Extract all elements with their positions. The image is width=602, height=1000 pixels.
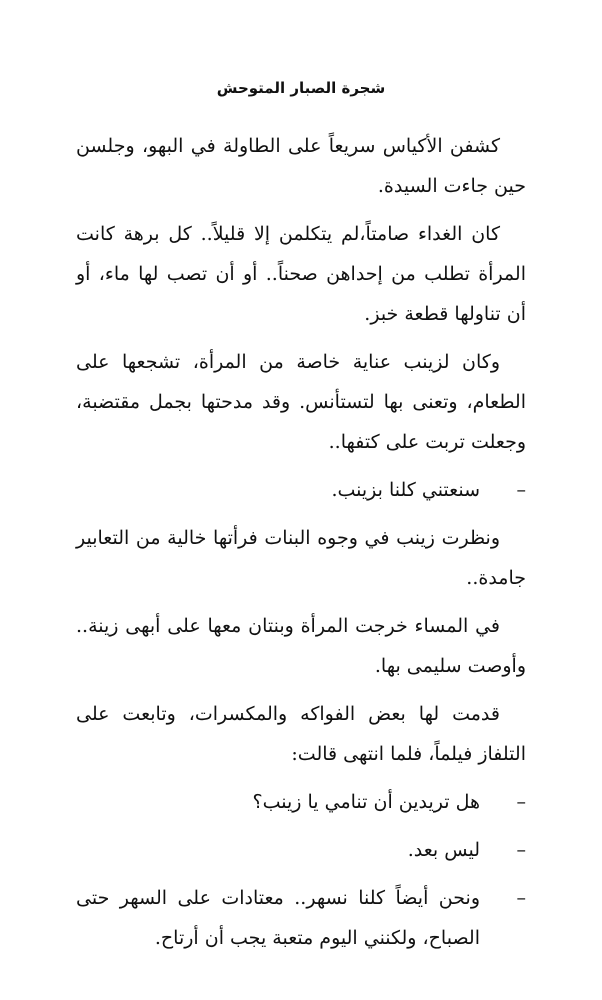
dialogue-line [76, 782, 526, 822]
dialogue-dash: – [516, 479, 526, 501]
dialogue-line [76, 878, 526, 958]
dialogue-line [76, 470, 526, 510]
paragraph: في المساء خرجت المرأة وبنتان معها على أبهى زينة.. وأوصت سليمى بها. [76, 615, 526, 677]
paragraph: كشفن الأكياس سريعاً على الطاولة في البهو، وجلسن حين جاءت السيدة. [76, 135, 526, 197]
running-header [0, 76, 602, 100]
paragraph: ونظرت زينب في وجوه البنات فرأتها خالية من التعابير جامدة.. [76, 527, 526, 589]
dialogue-dash: – [516, 791, 526, 813]
chapter-title: شجرة الصبار المتوحش [216, 79, 386, 97]
dialogue-text: هل تريدين أن تنامي يا زينب؟ [252, 791, 480, 813]
dialogue-dash: – [516, 887, 526, 909]
body-text [76, 126, 526, 966]
dialogue-line [76, 830, 526, 870]
paragraph: وكان لزينب عناية خاصة من المرأة، تشجعها على الطعام، وتعنى بها لتستأنس. وقد مدحتها بجمل مقتضبة، وجعلت تربت على كتفها.. [76, 351, 526, 453]
dialogue-text: ونحن أيضاً كلنا نسهر.. معتادات على السهر حتى الصباح، ولكنني اليوم متعبة يجب أن أرتاح. [76, 887, 480, 949]
paragraph: قدمت لها بعض الفواكه والمكسرات، وتابعت على التلفاز فيلماً، فلما انتهى قالت: [76, 703, 526, 765]
dialogue-text: سنعتني كلنا بزينب. [331, 479, 480, 501]
dialogue-dash: – [516, 839, 526, 861]
dialogue-text: ليس بعد. [407, 839, 480, 861]
paragraph: كان الغداء صامتاً،لم يتكلمن إلا قليلاً.. كل برهة كانت المرأة تطلب من إحداهن صحناً.. أو أن تصب لها ماء، أو أن تناولها قطعة خبز. [76, 223, 526, 325]
